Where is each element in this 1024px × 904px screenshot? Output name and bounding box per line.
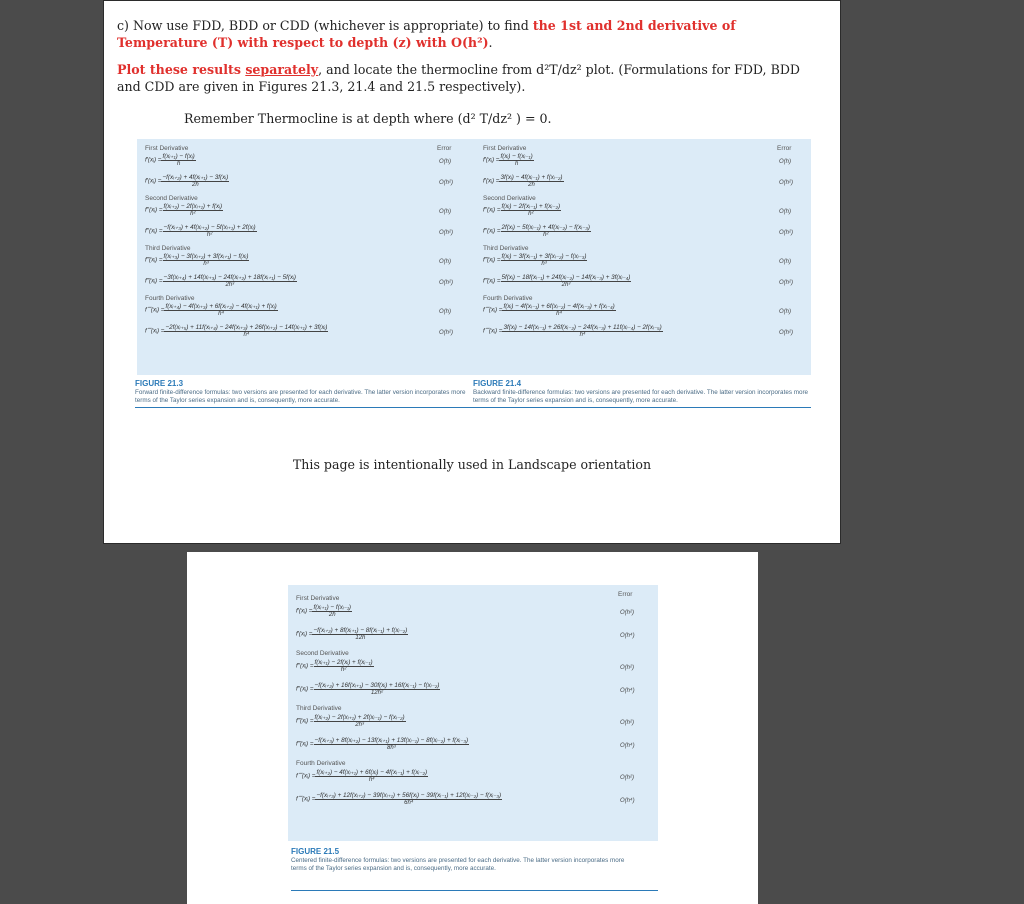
section-title: Second Derivative [296,650,349,657]
error-order: O(h²) [779,180,793,186]
section-title: Second Derivative [145,195,198,202]
formula-denominator: 12h [355,635,366,641]
formula-fraction [502,303,615,317]
formula-lhs: f⁗(xᵢ) = [483,306,503,314]
figure-21-5-rule [291,890,658,891]
formula-lhs: f′(xᵢ) = [483,156,500,164]
plot-instruction-red: Plot these results [117,62,246,77]
formula-numerator: f(xᵢ₊₁) − f(xᵢ) [162,153,195,160]
formula-fraction [161,153,195,167]
landscape-note: This page is intentionally used in Landscape orientation [292,457,652,472]
formula-denominator: h⁴ [556,311,563,317]
formula-denominator: 6h⁴ [404,800,414,806]
figure-21-4-caption: Backward finite-difference formulas: two versions are presented for each derivative. The latter version incorporates more terms of the Taylor series expansion and is, consequently, more accurate. [473,389,809,404]
formula-fraction [501,274,632,288]
formula-denominator: h² [528,211,534,217]
error-order: O(h) [779,259,791,265]
formula-fraction [502,324,662,338]
formula-fraction [314,682,441,696]
figure-21-3-caption: Forward finite-difference formulas: two versions are presented for each derivative. The latter version incorporates more terms of the Taylor series expansion and is, consequently, more accurate. [135,389,466,404]
formula-lhs: f‴(xᵢ) = [296,717,314,725]
formula-row [296,792,502,806]
formula-numerator: −f(xᵢ₊₂) + 4f(xᵢ₊₁) − 3f(xᵢ) [162,174,229,181]
error-order: O(h) [439,209,451,215]
figure-21-3-title: FIGURE 21.3 [135,379,184,388]
formula-fraction [314,714,406,728]
formula-fraction [501,253,588,267]
formula-denominator: h⁴ [579,332,586,338]
formula-fraction [499,174,563,188]
formula-fraction [312,627,408,641]
formula-denominator: h⁴ [218,311,225,317]
formula-denominator: 2h [528,182,535,188]
formula-lhs: f‴(xᵢ) = [145,277,163,285]
formula-lhs: f⁗(xᵢ) = [145,306,165,314]
error-order: O(h²) [620,720,634,726]
formula-row [483,253,587,267]
error-order: O(h⁴) [620,688,635,694]
error-order: O(h²) [779,280,793,286]
formula-fraction [314,737,470,751]
formula-row [145,203,223,217]
formula-row [483,203,561,217]
formula-row [483,153,534,167]
formula-denominator: 2h³ [355,722,364,728]
section-title: First Derivative [145,145,189,152]
thermocline-reminder: Remember Thermocline is at depth where (d² T/dz² ) = 0. [184,111,552,126]
formula-denominator: h³ [541,261,547,267]
formula-denominator: h² [340,667,347,673]
figure-21-5-table [288,585,658,841]
section-title: Third Derivative [483,245,529,252]
formula-numerator: f(xᵢ₊₃) − 3f(xᵢ₊₂) + 3f(xᵢ₊₁) − f(xᵢ) [163,253,249,260]
formula-lhs: f‴(xᵢ) = [145,256,163,264]
formula-fraction [314,659,374,673]
error-header: Error [777,145,792,152]
formula-row [145,274,297,288]
error-order: O(h) [779,209,791,215]
formula-denominator: h⁴ [368,777,375,783]
formula-denominator: 2h [328,612,336,618]
formula-numerator: 5f(xᵢ) − 18f(xᵢ₋₁) + 24f(xᵢ₋₂) − 14f(xᵢ₋₃) + 3f(xᵢ₋₄) [501,274,631,281]
formula-fraction [161,174,229,188]
formula-lhs: f″(xᵢ) = [296,662,314,670]
figure-21-5-title: FIGURE 21.5 [291,847,340,856]
formula-row [483,174,564,188]
formula-row [145,324,328,338]
formula-row [296,714,406,728]
formula-fraction [163,274,297,288]
error-header: Error [437,145,452,152]
formula-denominator: h³ [203,261,209,267]
formula-denominator: h⁴ [243,332,250,338]
figure-21-4-table [475,139,811,375]
formula-fraction [315,769,428,783]
formula-denominator: 8h³ [386,745,396,751]
formula-lhs: f⁗(xᵢ) = [145,327,165,335]
formula-lhs: f″(xᵢ) = [145,206,163,214]
question-highlight: the 1st and 2nd derivative of Temperature (T) with respect to depth (z) with O(h²) [117,18,736,50]
formula-denominator: h² [543,232,549,238]
formula-numerator: −f(xᵢ₊₃) + 8f(xᵢ₊₂) − 13f(xᵢ₊₁) + 13f(xᵢ₋₁) − 8f(xᵢ₋₂) + f(xᵢ₋₃) [314,737,469,744]
formula-numerator: f(xᵢ₊₂) − 2f(xᵢ₊₁) + f(xᵢ) [163,203,223,210]
formula-numerator: f(xᵢ₊₁) − 2f(xᵢ) + f(xᵢ₋₁) [314,659,373,666]
section-title: First Derivative [296,595,340,602]
formula-numerator: f(xᵢ₊₂) − 4f(xᵢ₊₁) + 6f(xᵢ) − 4f(xᵢ₋₁) + f(xᵢ₋₂) [316,769,428,776]
error-order: O(h) [779,309,791,315]
figure-21-3-table [137,139,475,375]
section-title: Third Derivative [296,705,342,712]
formula-fraction [163,253,250,267]
formula-numerator: 3f(xᵢ) − 4f(xᵢ₋₁) + f(xᵢ₋₂) [500,174,563,181]
formula-fraction [163,203,224,217]
formula-denominator: 2h³ [561,282,571,288]
formula-denominator: h [514,161,519,167]
formula-denominator: h² [190,211,196,217]
formula-row [296,737,469,751]
section-title: Fourth Derivative [296,760,346,767]
formula-numerator: 3f(xᵢ) − 14f(xᵢ₋₁) + 26f(xᵢ₋₂) − 24f(xᵢ₋₃) + 11f(xᵢ₋₄) − 2f(xᵢ₋₅) [503,324,662,331]
page-one [103,0,841,544]
formula-denominator: 2h [191,182,199,188]
formula-numerator: f(xᵢ₊₄) − 4f(xᵢ₊₃) + 6f(xᵢ₊₂) − 4f(xᵢ₊₁) + f(xᵢ) [165,303,277,310]
section-title: Fourth Derivative [145,295,195,302]
formula-lhs: f′(xᵢ) = [145,177,162,185]
formula-fraction [315,792,502,806]
formula-lhs: f⁗(xᵢ) = [483,327,503,335]
formula-fraction [501,224,591,238]
formula-lhs: f⁗(xᵢ) = [296,795,316,803]
error-header: Error [618,591,633,598]
error-order: O(h) [779,159,791,165]
formula-numerator: −f(xᵢ₊₃) + 12f(xᵢ₊₂) − 39f(xᵢ₊₁) + 56f(xᵢ) − 39f(xᵢ₋₁) + 12f(xᵢ₋₂) − f(xᵢ₋₃) [316,792,502,799]
formula-row [145,224,257,238]
formula-row [296,682,440,696]
error-order: O(h²) [439,230,453,236]
formula-lhs: f‴(xᵢ) = [296,740,314,748]
section-title: First Derivative [483,145,527,152]
figure-caption-rule [135,407,811,408]
formula-row [483,303,616,317]
formula-fraction [164,324,328,338]
plot-instruction-rest: , and locate the thermocline from d²T/dz² plot. (Formulations for FDD, BDD and CDD are given in Figures 21.3, 21.4 and 21.5 respectively). [117,62,801,94]
error-order: O(h⁴) [620,743,635,749]
formula-numerator: 2f(xᵢ) − 5f(xᵢ₋₁) + 4f(xᵢ₋₂) − f(xᵢ₋₃) [501,224,590,231]
formula-row [483,274,631,288]
formula-numerator: f(xᵢ) − 2f(xᵢ₋₁) + f(xᵢ₋₂) [501,203,561,210]
formula-numerator: f(xᵢ) − f(xᵢ₋₁) [500,153,533,160]
question-text [117,17,827,95]
error-order: O(h) [439,159,451,165]
formula-numerator: −2f(xᵢ₊₅) + 11f(xᵢ₊₄) − 24f(xᵢ₊₃) + 26f(xᵢ₊₂) − 14f(xᵢ₊₁) + 3f(xᵢ) [165,324,328,331]
formula-lhs: f″(xᵢ) = [483,206,501,214]
formula-row [296,604,352,618]
formula-numerator: f(xᵢ₊₁) − f(xᵢ₋₁) [313,604,352,611]
formula-row [296,627,408,641]
formula-lhs: f″(xᵢ) = [296,685,314,693]
formula-numerator: −f(xᵢ₊₂) + 8f(xᵢ₊₁) − 8f(xᵢ₋₁) + f(xᵢ₋₂) [313,627,408,634]
error-order: O(h⁴) [620,633,635,639]
formula-numerator: −f(xᵢ₊₃) + 4f(xᵢ₊₂) − 5f(xᵢ₊₁) + 2f(xᵢ) [163,224,256,231]
formula-lhs: f″(xᵢ) = [145,227,163,235]
question-prefix: c) Now use FDD, BDD or CDD (whichever is appropriate) to find [117,18,533,33]
formula-lhs: f′(xᵢ) = [145,156,162,164]
error-order: O(h²) [620,610,634,616]
formula-lhs: f‴(xᵢ) = [483,256,501,264]
formula-lhs: f″(xᵢ) = [483,227,501,235]
error-order: O(h²) [439,330,453,336]
formula-fraction [164,303,277,317]
error-order: O(h²) [439,180,453,186]
section-title: Third Derivative [145,245,191,252]
formula-fraction [501,203,562,217]
formula-lhs: f⁗(xᵢ) = [296,772,316,780]
figure-21-4-title: FIGURE 21.4 [473,379,522,388]
error-order: O(h²) [779,230,793,236]
formula-numerator: f(xᵢ₊₂) − 2f(xᵢ₊₁) + 2f(xᵢ₋₁) − f(xᵢ₋₂) [314,714,405,721]
error-order: O(h²) [439,280,453,286]
formula-row [296,769,428,783]
error-order: O(h²) [620,775,634,781]
formula-denominator: h² [206,232,213,238]
formula-denominator: 2h³ [225,282,235,288]
error-order: O(h²) [620,665,634,671]
page-two [187,552,758,904]
error-order: O(h) [439,309,451,315]
formula-row [483,324,663,338]
formula-fraction [163,224,257,238]
formula-lhs: f′(xᵢ) = [483,177,500,185]
formula-lhs: f′(xᵢ) = [296,630,313,638]
formula-numerator: −f(xᵢ₊₂) + 16f(xᵢ₊₁) − 30f(xᵢ) + 16f(xᵢ₋₁) − f(xᵢ₋₂) [314,682,440,689]
section-title: Fourth Derivative [483,295,533,302]
formula-row [145,303,278,317]
formula-row [296,659,374,673]
formula-numerator: f(xᵢ) − 4f(xᵢ₋₁) + 6f(xᵢ₋₂) − 4f(xᵢ₋₃) + f(xᵢ₋₄) [503,303,615,310]
formula-row [145,174,229,188]
question-period: . [488,35,493,50]
formula-row [483,224,591,238]
formula-lhs: f′(xᵢ) = [296,607,313,615]
formula-row [145,153,196,167]
error-order: O(h²) [779,330,793,336]
formula-denominator: h [176,161,181,167]
formula-fraction [499,153,533,167]
formula-lhs: f‴(xᵢ) = [483,277,501,285]
section-title: Second Derivative [483,195,536,202]
formula-fraction [312,604,352,618]
error-order: O(h) [439,259,451,265]
formula-denominator: 12h² [370,690,383,696]
formula-numerator: −3f(xᵢ₊₄) + 14f(xᵢ₊₃) − 24f(xᵢ₊₂) + 18f(xᵢ₊₁) − 5f(xᵢ) [163,274,297,281]
plot-instruction-underlined: separately [245,62,319,77]
figure-21-5-caption: Centered finite-difference formulas: two versions are presented for each derivative. The latter version incorporates more terms of the Taylor series expansion and is, consequently, more accurate. [291,857,625,872]
formula-numerator: f(xᵢ) − 3f(xᵢ₋₁) + 3f(xᵢ₋₂) − f(xᵢ₋₃) [501,253,587,260]
formula-row [145,253,249,267]
error-order: O(h⁴) [620,798,635,804]
